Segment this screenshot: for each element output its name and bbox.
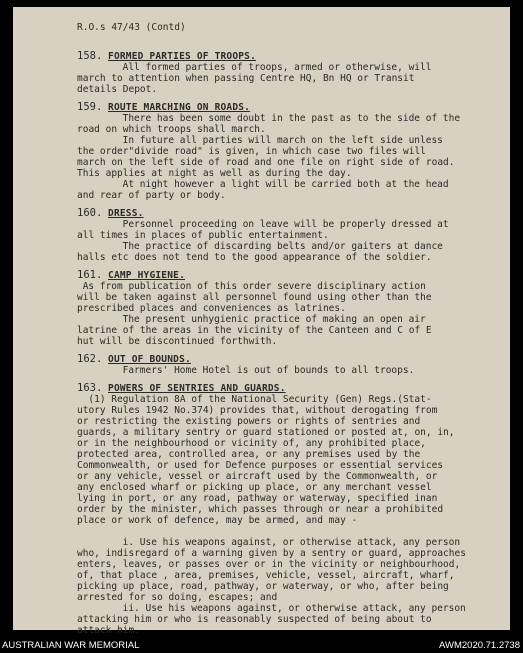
section-heading: ROUTE MARCHING ON ROADS.	[108, 102, 251, 113]
order-section	[77, 208, 507, 263]
section-heading-line	[77, 383, 507, 394]
body-text-line: All formed parties of troops, armed or otherwise, will	[122, 62, 432, 73]
section-number: 159.	[77, 101, 103, 113]
body-text-line: Commonwealth, or used for Defence purposes or essential services	[77, 460, 444, 471]
document-reference: R.O.s 47/43 (Contd)	[77, 22, 186, 33]
body-text-line: attack him.	[77, 625, 140, 636]
section-heading-line	[77, 270, 507, 281]
body-text-line	[77, 526, 507, 537]
body-text-line: the order"divide road" is given, in which case two files will	[77, 146, 426, 157]
order-section	[77, 354, 507, 376]
footer-accession-number: AWM2020.71.2738	[439, 640, 520, 651]
section-heading-line	[77, 51, 507, 62]
body-text-line: place or work of defence, may be armed, and may -	[77, 515, 358, 526]
body-text-line: The practice of discarding belts and/or gaiters at dance	[122, 241, 443, 252]
body-text-line: and rear of party or body.	[77, 190, 226, 201]
body-text-line: or any vehicle, vessel or aircraft used by the Commonwealth, or	[77, 471, 438, 482]
body-text-line: In future all parties will march on the left side unless	[122, 135, 443, 146]
section-heading: DRESS.	[108, 208, 144, 219]
body-text-line: will be taken against all personnel found using other than the	[77, 292, 432, 303]
body-text-line: all times in places of public entertainment.	[77, 230, 329, 241]
body-text-line: arrested for so doing, escapes; and	[77, 592, 278, 603]
body-text-line: hut will be discontinued forthwith.	[77, 336, 278, 347]
section-number: 162.	[77, 353, 103, 365]
body-text-line: Personnel proceeding on leave will be properly dressed at	[122, 219, 449, 230]
section-number: 158.	[77, 50, 103, 62]
section-heading: FORMED PARTIES OF TROOPS.	[108, 51, 257, 62]
body-text-line: latrine of the areas in the vicinity of the Canteen and C of E	[77, 325, 432, 336]
body-text-line: This applies at night as well as during the day.	[77, 168, 352, 179]
footer-institution: AUSTRALIAN WAR MEMORIAL	[2, 640, 140, 651]
body-text-line: There has been some doubt in the past as to the side of the	[122, 113, 461, 124]
section-heading-line	[77, 354, 507, 365]
body-text-line: who, indisregard of a warning given by a sentry or guard, approaches	[77, 548, 466, 559]
body-text-line: protected area, controlled area, or any premises used by the	[77, 449, 421, 460]
document-body	[77, 22, 507, 636]
section-number: 163.	[77, 382, 103, 394]
body-text-line: road on which troops shall march.	[77, 124, 266, 135]
body-text-line: any enclosed wharf or picking up place, or any merchant vessel	[77, 482, 432, 493]
body-text-line: prescribed places and conveniences as latrines.	[77, 303, 346, 314]
body-text-line: picking up place, road, pathway, or waterway, or who, after being	[77, 581, 449, 592]
body-text-line: halls etc does not tend to the good appearance of the soldier.	[77, 252, 432, 263]
body-text-line: As from publication of this order severe disciplinary action	[82, 281, 426, 292]
section-heading: OUT OF BOUNDS.	[108, 354, 191, 365]
body-text-line: i. Use his weapons against, or otherwise attack, any person	[122, 537, 461, 548]
body-text-line: lying in port, or any road, pathway or waterway, specified inan	[77, 493, 438, 504]
body-text-line: or restricting the existing powers or rights of sentries and	[77, 416, 421, 427]
order-section	[77, 102, 507, 201]
body-text-line: guards, a military sentry or guard stationed or posted at, on, in,	[77, 427, 455, 438]
body-text-line: Farmers' Home Hotel is out of bounds to all troops.	[122, 365, 415, 376]
document-page	[13, 7, 510, 636]
body-text-line: attacking him or who is reasonably suspected of being about to	[77, 614, 432, 625]
order-section	[77, 51, 507, 95]
body-text-line: (1) Regulation 8A of the National Security (Gen) Regs.(Stat-	[88, 394, 432, 405]
body-text-line: or in the neighbourhood or vicinity of, any prohibited place,	[77, 438, 426, 449]
sections-container	[77, 51, 507, 636]
body-text-line: The present unhygienic practice of making an open air	[122, 314, 426, 325]
order-section	[77, 383, 507, 636]
section-number: 160.	[77, 207, 103, 219]
order-section	[77, 270, 507, 347]
section-heading-line	[77, 102, 507, 113]
body-text-line: ii. Use his weapons against, or otherwise attack, any person	[122, 603, 466, 614]
section-heading-line	[77, 208, 507, 219]
body-text-line: details Depot.	[77, 84, 158, 95]
footer-bar	[0, 638, 523, 653]
body-text-line: of, that place , area, premises, vehicle, vessel, aircraft, wharf,	[77, 570, 455, 581]
section-heading: CAMP HYGIENE.	[108, 270, 185, 281]
section-number: 161.	[77, 269, 103, 281]
body-text-line: At night however a light will be carried both at the head	[122, 179, 449, 190]
body-text-line: utory Rules 1942 No.374) provides that, without derogating from	[77, 405, 438, 416]
body-text-line: enters, leaves, or passes over or in the vicinity or neighbourhood,	[77, 559, 461, 570]
body-text-line: march to attention when passing Centre HQ, Bn HQ or Transit	[77, 73, 415, 84]
section-heading: POWERS OF SENTRIES AND GUARDS.	[108, 383, 286, 394]
body-text-line: order by the minister, which passes through or near a prohibited	[77, 504, 444, 515]
body-text-line: march on the left side of road and one file on right side of road.	[77, 157, 455, 168]
